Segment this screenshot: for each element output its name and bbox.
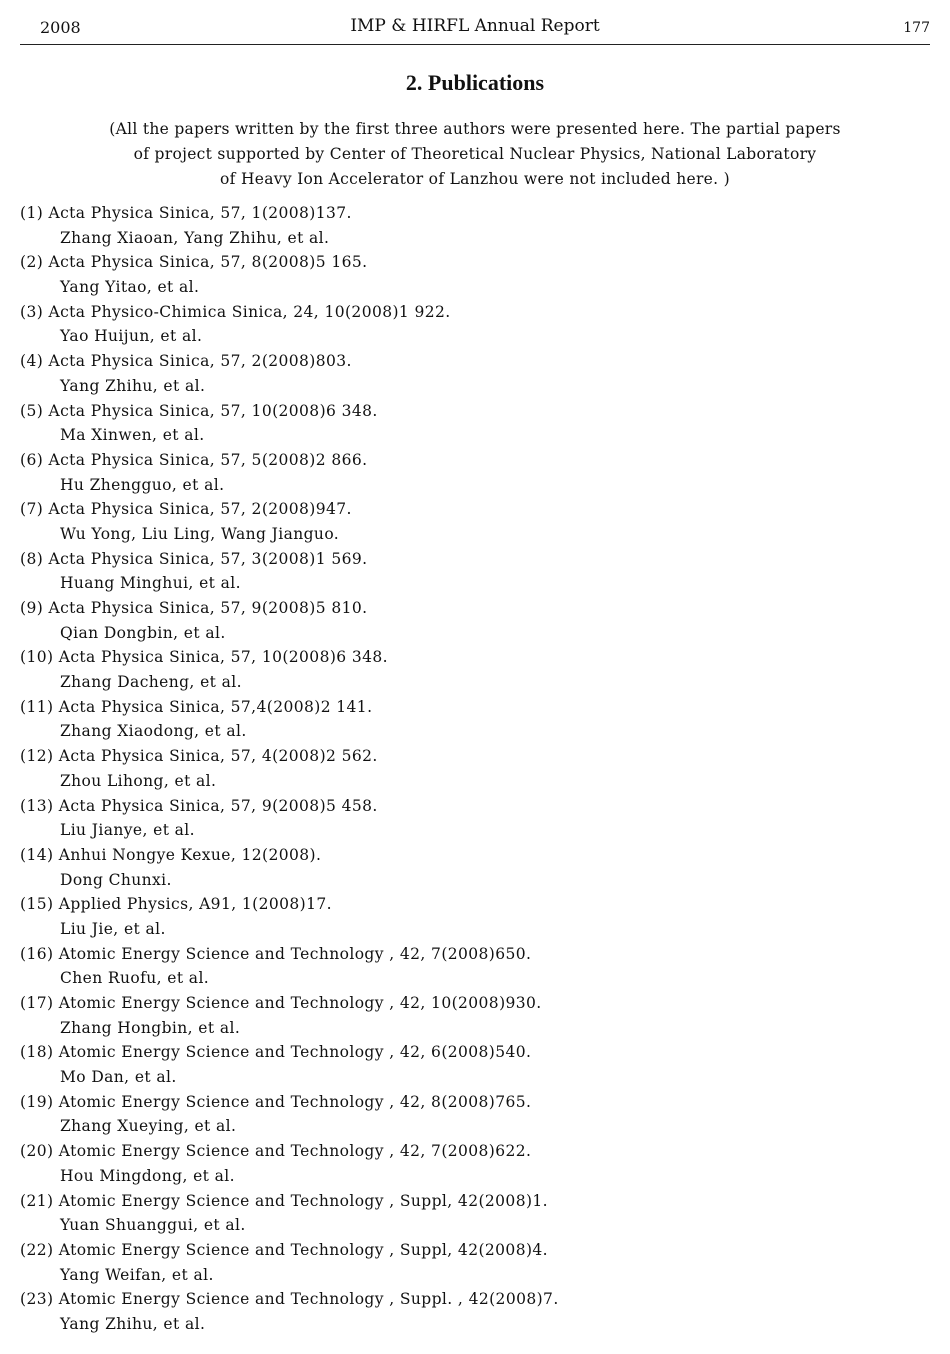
citation-line (20, 843, 930, 868)
entry-authors: Liu Jianye, et al. (60, 821, 195, 840)
entry-authors: Ma Xinwen, et al. (60, 426, 205, 445)
entry-citation: Atomic Energy Science and Technology , 42, 7(2008)622. (58, 1142, 532, 1161)
publication-entry (20, 695, 930, 744)
citation-line (20, 645, 930, 670)
publication-entry (20, 1139, 930, 1188)
publication-list (20, 201, 930, 1337)
publication-entry (20, 1040, 930, 1089)
entry-number: (10) (20, 648, 54, 667)
citation-line (20, 497, 930, 522)
citation-line (20, 744, 930, 769)
entry-number: (4) (20, 352, 44, 371)
publication-entry (20, 645, 930, 694)
entry-citation: Acta Physica Sinica, 57, 10(2008)6 348. (48, 401, 378, 420)
entry-citation: Acta Physica Sinica, 57, 9(2008)5 458. (58, 796, 378, 815)
entry-authors: Zhang Xueying, et al. (60, 1117, 237, 1136)
citation-line (20, 448, 930, 473)
entry-authors: Hou Mingdong, et al. (60, 1166, 235, 1185)
entry-citation: Atomic Energy Science and Technology , 42, 8(2008)765. (58, 1092, 532, 1111)
entry-number: (1) (20, 204, 44, 222)
entry-number: (13) (20, 796, 54, 815)
entry-authors: Qian Dongbin, et al. (60, 623, 226, 642)
entry-authors: Yang Zhihu, et al. (60, 376, 206, 395)
note-line: of project supported by Center of Theoretical Nuclear Physics, National Laboratory (133, 145, 817, 163)
entry-number: (21) (20, 1191, 54, 1210)
entry-number: (7) (20, 500, 44, 519)
entry-number: (19) (20, 1092, 54, 1111)
running-header (20, 14, 930, 45)
citation-line (20, 794, 930, 819)
entry-citation: Acta Physica Sinica, 57, 2(2008)803. (48, 352, 352, 371)
publication-entry (20, 448, 930, 497)
citation-line (20, 547, 930, 572)
citation-line (20, 596, 930, 621)
publication-entry (20, 300, 930, 349)
entry-number: (18) (20, 1043, 54, 1062)
note-line: of Heavy Ion Accelerator of Lanzhou were not included here. ) (220, 170, 730, 188)
entry-authors: Yuan Shuanggui, et al. (60, 1216, 246, 1235)
entry-citation: Atomic Energy Science and Technology , 42, 7(2008)650. (58, 944, 532, 963)
entry-authors: Chen Ruofu, et al. (60, 969, 210, 988)
entry-authors: Zhang Dacheng, et al. (60, 673, 242, 692)
publication-entry (20, 547, 930, 596)
publication-entry (20, 399, 930, 448)
entry-number: (6) (20, 450, 44, 469)
publication-entry (20, 744, 930, 793)
citation-line (20, 399, 930, 424)
citation-line (20, 942, 930, 967)
entry-authors: Huang Minghui, et al. (60, 574, 241, 593)
entry-authors: Yang Zhihu, et al. (60, 1314, 206, 1333)
entry-citation: Atomic Energy Science and Technology , Suppl. , 42(2008)7. (58, 1290, 559, 1309)
publication-entry (20, 892, 930, 941)
entry-authors: Wu Yong, Liu Ling, Wang Jianguo. (60, 524, 340, 543)
citation-line (20, 250, 930, 275)
entry-authors: Zhang Xiaoan, Yang Zhihu, et al. (60, 228, 330, 247)
entry-authors: Yang Yitao, et al. (60, 278, 200, 297)
publication-entry (20, 991, 930, 1040)
publication-entry (20, 942, 930, 991)
entry-citation: Acta Physica Sinica, 57, 1(2008)137. (48, 204, 352, 222)
entry-number: (9) (20, 599, 44, 617)
entry-authors: Dong Chunxi. (60, 870, 172, 889)
entry-citation: Atomic Energy Science and Technology , Suppl, 42(2008)1. (58, 1191, 548, 1210)
citation-line (20, 1287, 930, 1312)
entry-number: (22) (20, 1240, 54, 1259)
note-line: (All the papers written by the first three authors were presented here. The partial papers (109, 120, 841, 138)
entry-citation: Acta Physica Sinica, 57,4(2008)2 141. (58, 697, 373, 716)
entry-number: (8) (20, 549, 44, 568)
citation-line (20, 1238, 930, 1263)
entry-citation: Atomic Energy Science and Technology , 42, 10(2008)930. (58, 994, 542, 1012)
publication-entry (20, 1238, 930, 1287)
entry-number: (23) (20, 1290, 54, 1309)
entry-authors: Liu Jie, et al. (60, 919, 166, 938)
entry-citation: Acta Physica Sinica, 57, 4(2008)2 562. (58, 747, 378, 766)
entry-number: (20) (20, 1142, 54, 1161)
publication-entry (20, 1090, 930, 1139)
citation-line (20, 1189, 930, 1214)
entry-authors: Zhang Hongbin, et al. (60, 1018, 241, 1037)
publication-entry (20, 349, 930, 398)
entry-citation: Atomic Energy Science and Technology , 42, 6(2008)540. (58, 1043, 532, 1062)
citation-line (20, 892, 930, 917)
entry-citation: Acta Physica Sinica, 57, 8(2008)5 165. (48, 253, 368, 272)
editorial-note (80, 117, 870, 192)
entry-citation: Acta Physica Sinica, 57, 2(2008)947. (48, 500, 352, 519)
citation-line (20, 300, 930, 325)
entry-citation: Acta Physica Sinica, 57, 5(2008)2 866. (48, 450, 368, 469)
entry-number: (11) (20, 697, 54, 716)
entry-number: (12) (20, 747, 54, 766)
publication-entry (20, 1189, 930, 1238)
entry-number: (2) (20, 253, 44, 272)
entry-citation: Anhui Nongye Kexue, 12(2008). (58, 845, 322, 864)
entry-number: (15) (20, 895, 54, 914)
publication-entry (20, 794, 930, 843)
entry-citation: Atomic Energy Science and Technology , Suppl, 42(2008)4. (58, 1240, 548, 1259)
entry-authors: Zhou Lihong, et al. (60, 771, 217, 790)
entry-authors: Mo Dan, et al. (60, 1068, 177, 1087)
citation-line (20, 991, 930, 1016)
entry-authors: Zhang Xiaodong, et al. (60, 722, 247, 741)
publication-entry (20, 596, 930, 645)
header-title: IMP & HIRFL Annual Report (350, 16, 600, 36)
entry-number: (3) (20, 302, 44, 321)
entry-number: (16) (20, 944, 54, 963)
entry-authors: Hu Zhengguo, et al. (60, 475, 225, 494)
citation-line (20, 1040, 930, 1065)
citation-line (20, 695, 930, 720)
entry-citation: Acta Physico-Chimica Sinica, 24, 10(2008)1 922. (48, 302, 451, 321)
entry-citation: Applied Physics, A91, 1(2008)17. (58, 895, 332, 914)
publication-entry (20, 843, 930, 892)
entry-authors: Yao Huijun, et al. (60, 327, 203, 346)
entry-number: (17) (20, 994, 54, 1012)
page-number: 177 (903, 20, 930, 36)
entry-citation: Acta Physica Sinica, 57, 9(2008)5 810. (48, 599, 368, 617)
entry-number: (14) (20, 845, 54, 864)
entry-citation: Acta Physica Sinica, 57, 10(2008)6 348. (58, 648, 388, 667)
section-title: 2. Publications (405, 70, 545, 95)
citation-line (20, 201, 930, 226)
entry-citation: Acta Physica Sinica, 57, 3(2008)1 569. (48, 549, 368, 568)
citation-line (20, 1090, 930, 1115)
header-year: 2008 (40, 18, 81, 37)
publication-entry (20, 1287, 930, 1336)
publication-entry (20, 201, 930, 250)
citation-line (20, 1139, 930, 1164)
publication-entry (20, 497, 930, 546)
citation-line (20, 349, 930, 374)
publication-entry (20, 250, 930, 299)
entry-number: (5) (20, 401, 44, 420)
entry-authors: Yang Weifan, et al. (60, 1265, 214, 1284)
